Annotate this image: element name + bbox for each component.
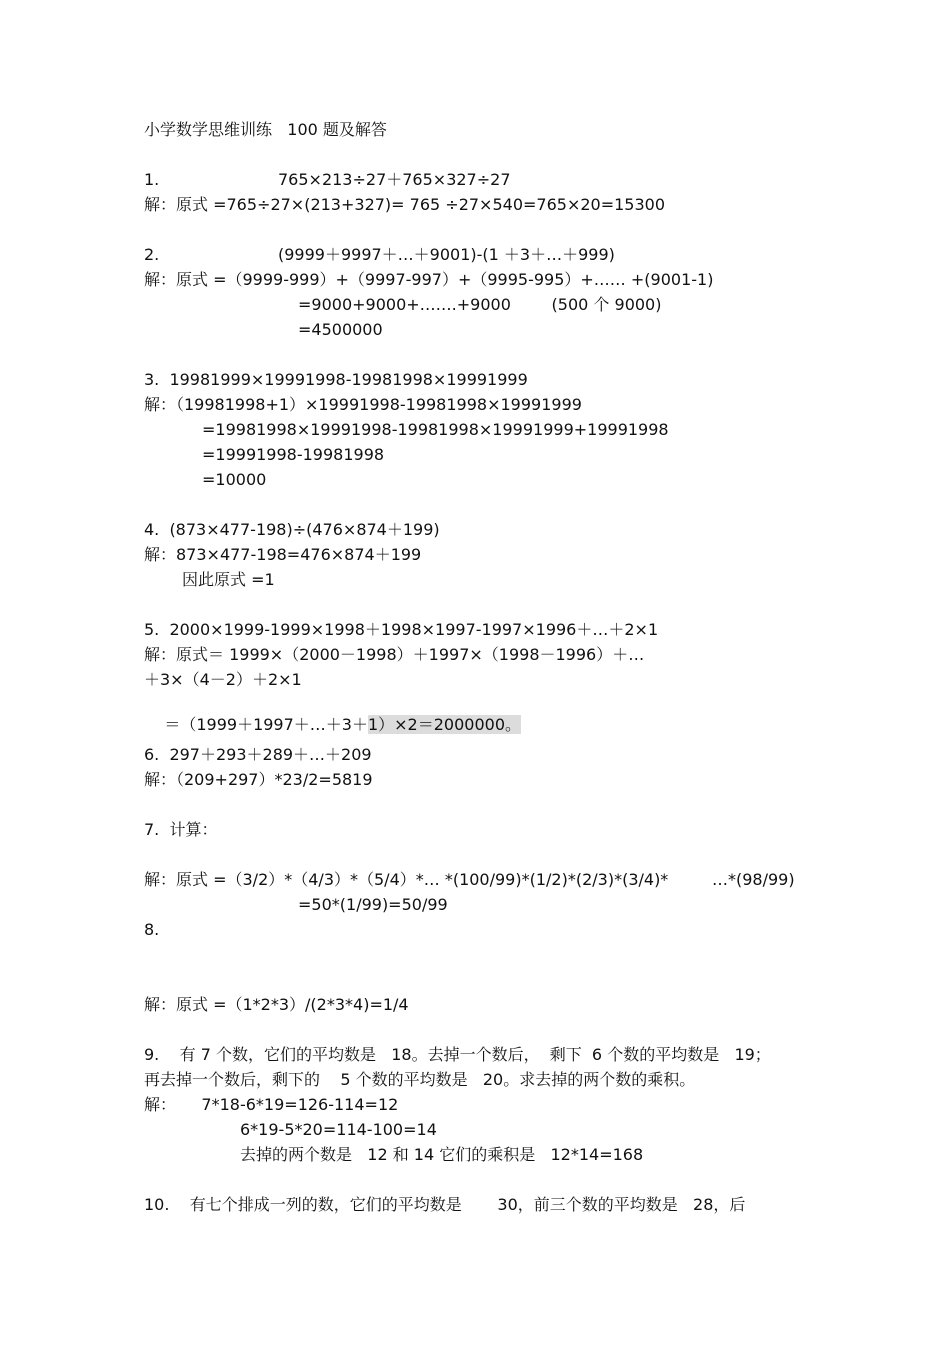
problem-4-question: 4. (873×477-198)÷(476×874＋199) — [144, 520, 440, 539]
problem-7-solution-line-1-end: …*(98/99) — [712, 870, 795, 889]
problem-7-solution-line-1: 解：原式 =（3/2）*（4/3）*（5/4）*… *(100/99)*(1/2)*(2/3)*(3/4)* — [144, 870, 669, 889]
problem-4-solution-line-1: 解：873×477-198=476×874＋199 — [144, 545, 422, 564]
problem-2-solution-line-2: =9000+9000+…….+9000 (500 个 9000) — [298, 295, 662, 314]
problem-5-solution-line-3-start: ＝（1999＋1997＋…＋3＋ — [164, 715, 368, 734]
problem-7-question: 7. 计算： — [144, 820, 218, 839]
problem-5-solution-line-1: 解：原式＝ 1999×（2000－1998）＋1997×（1998－1996）＋… — [144, 645, 645, 664]
problem-3-solution-line-1: 解：（19981998+1）×19991998-19981998×19991999 — [144, 395, 582, 414]
problem-3-question: 3. 19981999×19991998-19981998×19991999 — [144, 370, 528, 389]
problem-2-solution-line-3: =4500000 — [298, 320, 383, 339]
problem-8-number: 8. — [144, 920, 160, 939]
problem-4-solution-line-2: 因此原式 =1 — [182, 570, 275, 589]
problem-5-solution-line-2: ＋3×（4－2）＋2×1 — [144, 670, 302, 689]
problem-6-solution: 解：（209+297）*23/2=5819 — [144, 770, 373, 789]
problem-2-solution-line-1: 解：原式 =（9999-999）+（9997-997）+（9995-995）+…… +(9001-1) — [144, 270, 714, 289]
problem-3-solution-line-4: =10000 — [202, 470, 267, 489]
problem-3-solution-line-3: =19991998-19981998 — [202, 445, 385, 464]
problem-3-solution-line-2: =19981998×19991998-19981998×19991999+19991998 — [202, 420, 669, 439]
problem-9-solution-line-3: 去掉的两个数是 12 和 14 它们的乘积是 12*14=168 — [240, 1145, 644, 1164]
problem-9-question-line-1: 9. 有 7 个数，它们的平均数是 18。去掉一个数后， 剩下 6 个数的平均数是 19； — [144, 1045, 771, 1064]
document-title: 小学数学思维训练 100 题及解答 — [144, 120, 387, 139]
problem-9-question-line-2: 再去掉一个数后，剩下的 5 个数的平均数是 20。求去掉的两个数的乘积。 — [144, 1070, 696, 1089]
problem-5-question: 5. 2000×1999-1999×1998＋1998×1997-1997×1996＋…＋2×1 — [144, 620, 659, 639]
problem-10-question: 10. 有七个排成一列的数，它们的平均数是 30，前三个数的平均数是 28，后 — [144, 1195, 746, 1214]
problem-2-expression: (9999＋9997＋…＋9001)-(1 ＋3＋…＋999) — [278, 245, 615, 264]
problem-6-question: 6. 297＋293＋289＋…＋209 — [144, 745, 372, 764]
problem-9-solution-line-2: 6*19-5*20=114-100=14 — [240, 1120, 437, 1139]
problem-8-solution: 解：原式 =（1*2*3）/(2*3*4)=1/4 — [144, 995, 409, 1014]
highlighted-text-selection[interactable]: 1）×2＝2000000。 — [367, 715, 521, 734]
problem-1-solution: 解：原式 =765÷27×(213+327)= 765 ÷27×540=765×20=15300 — [144, 195, 666, 214]
problem-7-solution-line-2: =50*(1/99)=50/99 — [298, 895, 448, 914]
problem-2-number: 2. — [144, 245, 160, 264]
problem-9-solution-line-1: 解： 7*18-6*19=126-114=12 — [144, 1095, 399, 1114]
problem-1-expression: 765×213÷27＋765×327÷27 — [278, 170, 511, 189]
problem-1-number: 1. — [144, 170, 160, 189]
